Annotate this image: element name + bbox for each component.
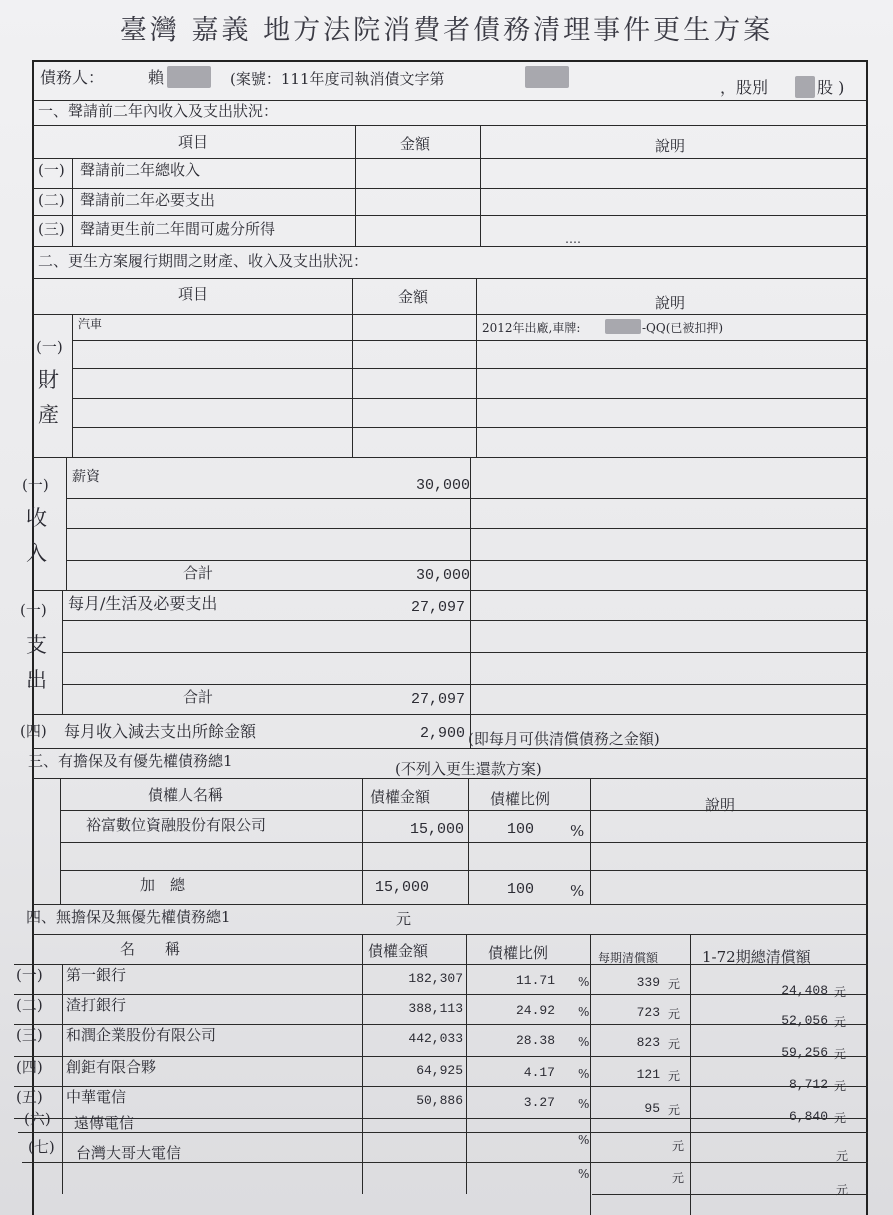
rule (14, 1086, 868, 1087)
expense-total-label: 合計 (183, 688, 214, 706)
s4-col-total: 1-72期總清償額 (702, 948, 811, 966)
creditor-amount: 442,033 (408, 1031, 463, 1046)
section1-title: 一、聲請前二年內收入及支出狀況： (38, 102, 279, 120)
s2-col-amount: 金額 (398, 288, 429, 306)
creditor-amount: 182,307 (408, 971, 463, 986)
yuan-unit: 元 (836, 1183, 849, 1197)
division-suffix: 股 ) (817, 78, 845, 97)
creditor-name: 遠傳電信 (74, 1114, 135, 1132)
s4-col-period: 每期清償額 (598, 951, 659, 965)
property-desc-prefix: 2012年出廠,車牌: (482, 321, 581, 335)
total-amount: 24,408 (781, 983, 828, 998)
creditor-name: 第一銀行 (66, 966, 127, 984)
income-char: 入 (26, 541, 47, 565)
yuan-unit: 元 (668, 977, 681, 991)
creditor-ratio: 11.71 (515, 973, 555, 988)
yuan-unit: 元 (668, 1069, 681, 1083)
percent-sign: % (578, 1005, 590, 1019)
rule (470, 714, 471, 748)
yuan-unit: 元 (668, 1007, 681, 1021)
creditor-name: 渣打銀行 (66, 996, 127, 1014)
s2-col-desc: 說明 (655, 294, 686, 312)
redaction-block (605, 319, 641, 334)
dots: ‥‥ (565, 232, 582, 246)
rule (62, 652, 868, 653)
rule (60, 870, 868, 871)
yuan-unit: 元 (668, 1037, 681, 1051)
redaction-block (167, 66, 211, 88)
percent-sign: % (578, 1133, 590, 1147)
creditor-amount: 64,925 (416, 1063, 463, 1078)
total-amount: 52,056 (781, 1013, 828, 1028)
income-total-label: 合計 (183, 564, 214, 582)
creditor-ratio: 24.92 (515, 1003, 555, 1018)
s1-row-no: (二) (38, 191, 65, 209)
rule (72, 398, 868, 399)
s2-col-item: 項目 (178, 285, 209, 303)
rule (33, 246, 868, 247)
income-no: (一) (22, 476, 49, 494)
s3-total-ratio: 100 (507, 881, 535, 898)
s3-total-amount: 15,000 (375, 879, 430, 896)
s1-row-label: 聲請更生前二年間可處分所得 (80, 220, 276, 238)
s3-col-amount: 債權金額 (370, 788, 431, 806)
expense-total: 27,097 (410, 691, 465, 708)
rule (33, 158, 868, 159)
rule (690, 934, 691, 1215)
s1-row-no: (一) (38, 161, 65, 179)
expense-amount: 27,097 (410, 599, 465, 616)
property-char: 財 (38, 368, 59, 392)
property-char: 產 (38, 403, 59, 427)
creditor-name: 創鉅有限合夥 (66, 1058, 157, 1076)
rule (66, 498, 868, 499)
yuan-unit: 元 (834, 985, 847, 999)
yuan-unit: 元 (834, 1079, 847, 1093)
s3-total-label: 加 總 (140, 876, 186, 894)
creditor-amount: 388,113 (408, 1001, 463, 1016)
yuan-unit: 元 (836, 1149, 849, 1163)
s1-row-label: 聲請前二年必要支出 (80, 191, 216, 209)
rule (18, 1132, 868, 1133)
creditor-amount: 50,886 (416, 1093, 463, 1108)
row-no: (一) (16, 966, 43, 984)
rule (480, 125, 481, 246)
rule (60, 842, 868, 843)
rule (33, 457, 868, 458)
s3-col-name: 債權人名稱 (148, 786, 224, 804)
section3-title: 三、有擔保及有優先權債務總1 (28, 752, 233, 770)
yuan-unit: 元 (834, 1015, 847, 1029)
property-no: (一) (36, 338, 63, 356)
rule (590, 934, 591, 1215)
row-no: (六) (24, 1110, 51, 1128)
rule (60, 810, 868, 811)
s1-row-no: (三) (38, 220, 65, 238)
row-no: (四) (16, 1058, 43, 1076)
rule (33, 100, 868, 101)
rule (33, 188, 868, 189)
total-amount: 8,712 (788, 1077, 828, 1092)
s1-col-amount: 金額 (400, 135, 431, 153)
case-number-prefix: (案號：111年度司執消債文字第 (230, 70, 445, 88)
rule (66, 560, 868, 561)
remain-no: (四) (20, 722, 47, 740)
rule (60, 778, 61, 904)
s3-row-amount: 15,000 (409, 821, 464, 838)
income-amount: 30,000 (415, 477, 470, 494)
rule (33, 590, 868, 591)
s1-col-desc: 說明 (655, 137, 686, 155)
yuan-unit: 元 (834, 1047, 847, 1061)
creditor-ratio: 28.38 (515, 1033, 555, 1048)
rule (33, 934, 868, 935)
row-no: (三) (16, 1026, 43, 1044)
document-title: 臺灣 嘉義 地方法院消費者債務清理事件更生方案 (119, 15, 774, 46)
rule (362, 934, 363, 1194)
expense-no: (一) (20, 601, 47, 619)
redaction-block (525, 66, 569, 88)
period-amount: 121 (636, 1067, 660, 1082)
rule (466, 934, 467, 1194)
rule (62, 620, 868, 621)
income-total: 30,000 (415, 567, 470, 584)
s4-col-name: 名 稱 (120, 940, 181, 958)
percent-sign: % (578, 1067, 590, 1081)
period-amount: 339 (636, 975, 660, 990)
s3-col-desc: 說明 (705, 796, 736, 814)
creditor-name: 和潤企業股份有限公司 (66, 1026, 217, 1044)
rule (22, 1162, 868, 1163)
rule (468, 778, 469, 904)
rule (72, 158, 73, 246)
section3-note: (不列入更生還款方案) (395, 760, 542, 778)
rule (66, 457, 67, 590)
rule (362, 778, 363, 904)
rule (14, 1024, 868, 1025)
yuan-unit: 元 (834, 1111, 847, 1125)
creditor-ratio: 4.17 (523, 1065, 555, 1080)
income-item: 薪資 (72, 469, 100, 485)
percent-sign: % (570, 822, 585, 840)
expense-item: 每月/生活及必要支出 (68, 594, 218, 613)
rule (33, 904, 868, 905)
s4-col-amount: 債權金額 (368, 942, 429, 960)
percent-sign: % (570, 882, 585, 900)
row-no: (七) (28, 1138, 55, 1156)
rule (62, 590, 63, 714)
rule (66, 528, 868, 529)
rule (72, 368, 868, 369)
rule (590, 778, 591, 904)
rule (14, 1056, 868, 1057)
period-amount: 95 (644, 1101, 660, 1116)
s4-col-ratio: 債權比例 (488, 944, 549, 962)
remain-note: (即每月可供清償債務之金額) (468, 730, 660, 748)
rule (33, 778, 868, 779)
creditor-name: 台灣大哥大電信 (76, 1144, 182, 1162)
s3-row-name: 裕富數位資融股份有限公司 (86, 816, 267, 834)
percent-sign: % (578, 1167, 590, 1181)
rule (476, 278, 477, 457)
rule (33, 314, 868, 315)
s3-row-ratio: 100 (507, 821, 535, 838)
rule (14, 964, 868, 965)
rule (33, 215, 868, 216)
rule (470, 457, 471, 714)
income-char: 收 (26, 506, 47, 530)
rule (33, 714, 868, 715)
rule (72, 314, 73, 457)
expense-char: 出 (26, 668, 47, 692)
rule (352, 278, 353, 457)
yuan-unit: 元 (672, 1139, 685, 1153)
total-amount: 6,840 (788, 1109, 828, 1124)
row-no: (二) (16, 996, 43, 1014)
s3-col-ratio: 債權比例 (490, 790, 551, 808)
creditor-ratio: 3.27 (523, 1095, 555, 1110)
remain-label: 每月收入減去支出所餘金額 (64, 722, 257, 741)
yuan-unit: 元 (668, 1103, 681, 1117)
division-label: ，股別 (720, 78, 769, 97)
section4-unit: 元 (396, 910, 412, 928)
rule (355, 125, 356, 246)
row-no: (五) (16, 1088, 43, 1106)
rule (72, 340, 868, 341)
rule (62, 964, 63, 1194)
s1-row-label: 聲請前二年總收入 (80, 161, 201, 179)
property-desc-suffix: -QQ(已被扣押) (642, 321, 724, 335)
rule (592, 1194, 868, 1195)
percent-sign: % (578, 975, 590, 989)
debtor-surname: 賴 (148, 68, 165, 87)
rule (62, 684, 868, 685)
section4-title: 四、無擔保及無優先權債務總1 (26, 908, 231, 926)
creditor-name: 中華電信 (66, 1088, 127, 1106)
yuan-unit: 元 (672, 1171, 685, 1185)
redaction-block (795, 76, 815, 98)
rule (72, 427, 868, 428)
rule (33, 125, 868, 126)
total-amount: 59,256 (781, 1045, 828, 1060)
s1-col-item: 項目 (178, 133, 209, 151)
period-amount: 823 (636, 1035, 660, 1050)
remain-amount: 2,900 (419, 725, 465, 742)
rule (14, 1118, 868, 1119)
period-amount: 723 (636, 1005, 660, 1020)
rule (14, 994, 868, 995)
debtor-label: 債務人： (40, 68, 105, 87)
expense-char: 支 (26, 633, 47, 657)
percent-sign: % (578, 1097, 590, 1111)
property-item: 汽車 (78, 317, 103, 331)
section2-title: 二、更生方案履行期間之財產、收入及支出狀況： (38, 252, 369, 270)
percent-sign: % (578, 1035, 590, 1049)
rule (33, 748, 868, 749)
rule (33, 278, 868, 279)
